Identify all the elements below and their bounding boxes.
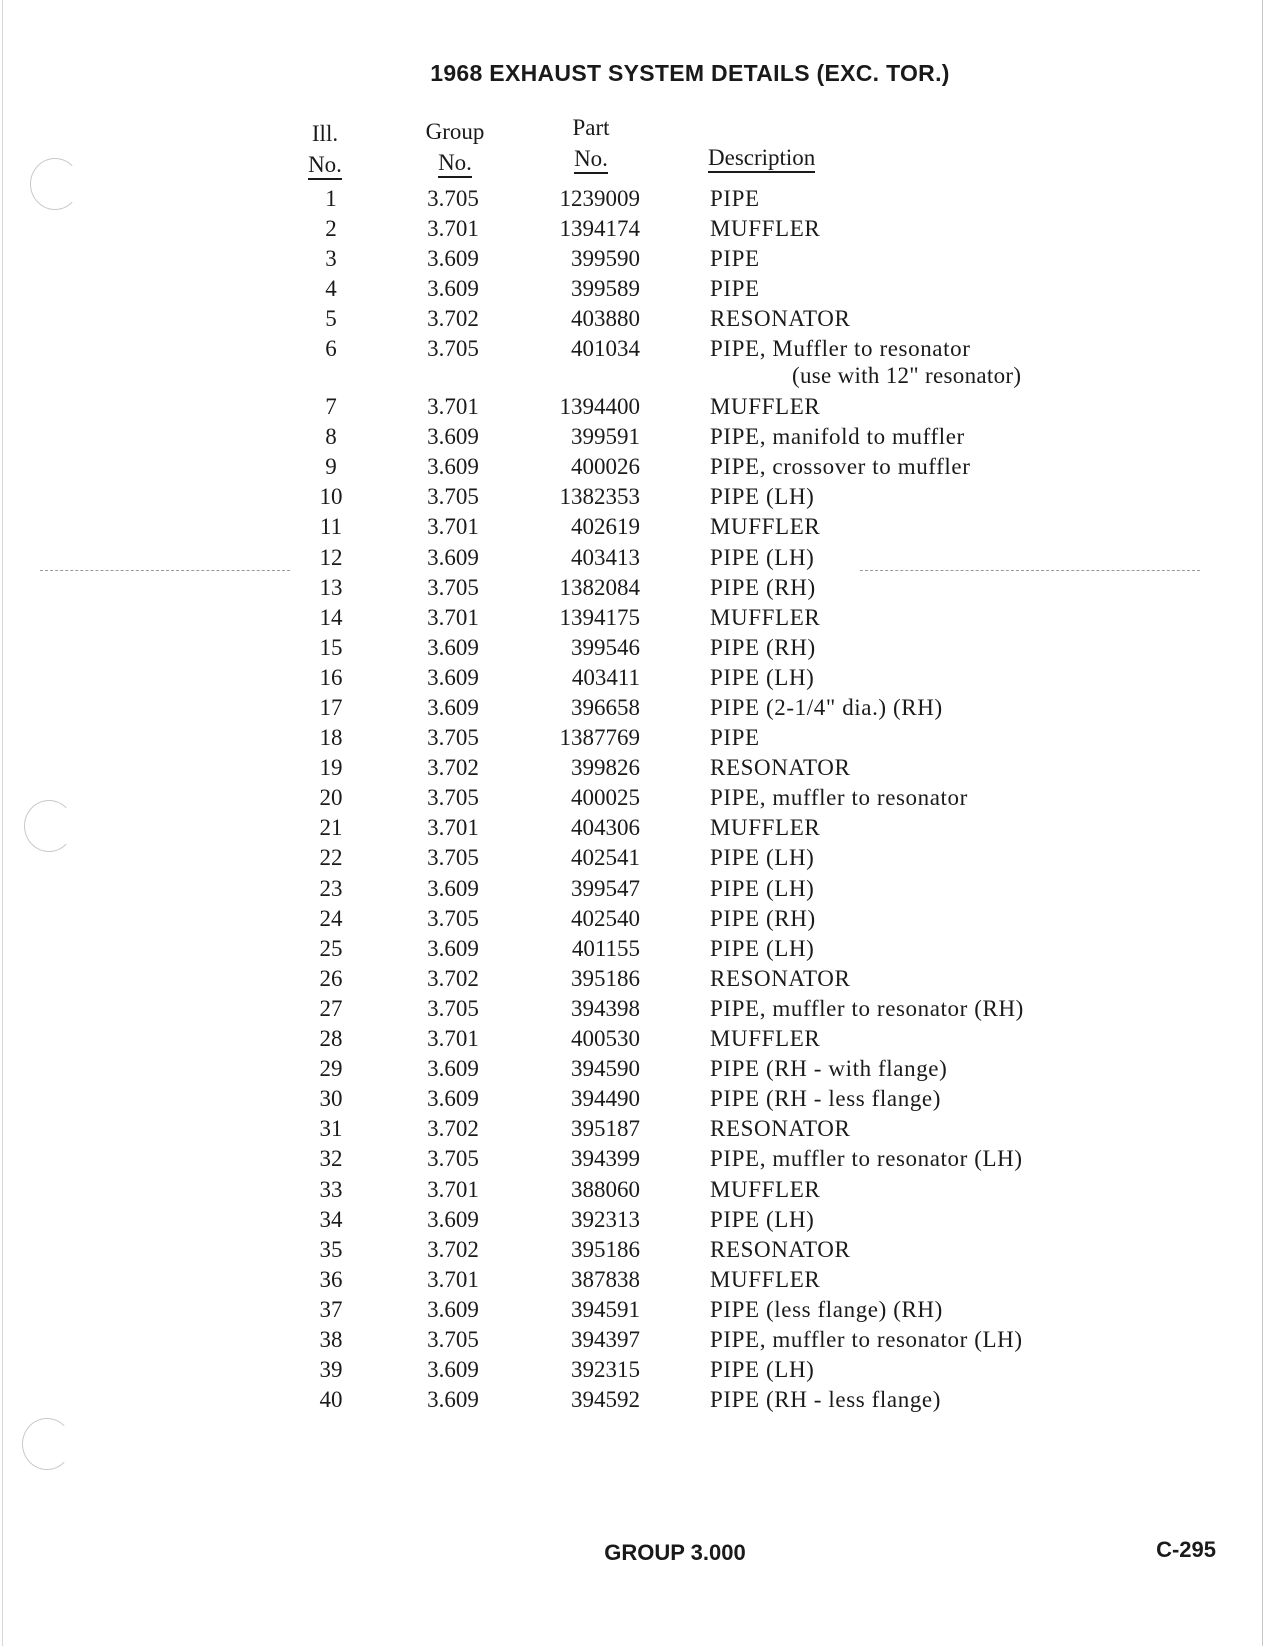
part-description: PIPE (LH) [710,845,815,871]
part-number: 1394175 [559,604,640,630]
part-number: 399589 [571,276,640,302]
table-row [0,186,1271,216]
group-number: 3.702 [427,1236,479,1262]
ill-number: 32 [319,1146,343,1172]
ill-number: 5 [325,306,337,332]
group-number: 3.702 [427,306,479,332]
ill-number: 16 [319,664,343,690]
punch-hole-icon [22,1418,72,1470]
ill-number: 9 [325,454,337,480]
part-description: PIPE (LH) [710,664,815,690]
table-row [0,906,1271,936]
group-number: 3.609 [427,454,479,480]
table-row [0,394,1271,424]
ill-number: 27 [319,995,343,1021]
part-description: MUFFLER [710,394,821,420]
part-number: 403880 [571,306,640,332]
part-description: MUFFLER [710,1176,821,1202]
table-row [0,635,1271,665]
part-number: 395187 [571,1116,640,1142]
part-description: PIPE (LH) [710,484,815,510]
group-number: 3.609 [427,246,479,272]
group-number: 3.705 [427,845,479,871]
table-row [0,424,1271,454]
ill-number: 34 [319,1206,343,1232]
table-row [0,306,1271,336]
part-description: RESONATOR [710,1116,851,1142]
group-number: 3.609 [427,1357,479,1383]
ill-number: 22 [319,845,343,871]
part-number: 399546 [571,634,640,660]
group-number: 3.609 [427,875,479,901]
table-row [0,1086,1271,1116]
part-number: 396658 [571,695,640,720]
group-number: 3.609 [427,935,479,961]
part-description: PIPE (RH) [710,905,816,931]
table-row [0,484,1271,514]
part-description: PIPE (LH) [710,544,815,570]
column-header-description: Description [708,142,815,173]
group-number: 3.701 [427,216,479,242]
column-header-part-no: Part No. [546,112,636,174]
part-number: 388060 [571,1176,640,1202]
ill-number: 3 [325,246,337,272]
ill-number: 19 [319,755,343,781]
part-number: 1394400 [559,394,640,420]
part-description: MUFFLER [710,216,821,242]
part-description: PIPE, Muffler to resonator [710,336,971,362]
part-number: 400530 [571,1026,640,1052]
part-description: PIPE, muffler to resonator [710,785,968,811]
part-number: 399591 [571,424,640,450]
ill-number: 40 [319,1387,343,1413]
part-description-continued: (use with 12" resonator) [792,363,1022,389]
ill-number: 7 [325,394,337,420]
table-row [0,725,1271,755]
ill-number: 11 [319,514,343,540]
part-description: PIPE (LH) [710,1357,815,1383]
table-row [0,845,1271,875]
table-row [0,936,1271,966]
table-row [0,695,1271,725]
part-number: 394592 [571,1387,640,1413]
part-number: 402541 [571,845,640,871]
table-row [0,575,1271,605]
table-row [0,1387,1271,1417]
group-number: 3.609 [427,1086,479,1112]
part-description: PIPE (RH - less flange) [710,1086,941,1112]
table-row [0,514,1271,544]
ill-number: 10 [319,484,343,510]
part-description: PIPE, muffler to resonator (LH) [710,1326,1023,1352]
column-header-ill-no: Ill. No. [292,118,358,180]
table-row [0,1146,1271,1176]
part-number: 399547 [571,875,640,901]
table-row [0,454,1271,484]
part-number: 395186 [571,1236,640,1262]
ill-number: 18 [319,725,343,751]
part-number: 399826 [571,755,640,781]
part-description: PIPE [710,725,760,751]
table-row [0,1327,1271,1357]
column-header-group-no: Group No. [400,116,510,178]
group-number: 3.609 [427,544,479,570]
part-number: 1239009 [559,186,640,211]
ill-number: 38 [319,1326,343,1352]
group-number: 3.705 [427,785,479,811]
ill-number: 29 [319,1056,343,1082]
group-number: 3.609 [427,695,479,720]
part-description: RESONATOR [710,965,851,991]
part-description: PIPE (2-1/4" dia.) (RH) [710,695,943,720]
group-number: 3.609 [427,1296,479,1322]
group-number: 3.609 [427,1206,479,1232]
part-description: PIPE (LH) [710,875,815,901]
table-row [0,1207,1271,1237]
part-number: 399590 [571,246,640,272]
group-number: 3.702 [427,965,479,991]
group-number: 3.609 [427,276,479,302]
part-number: 1382353 [559,484,640,510]
table-row [0,1026,1271,1056]
stray-dashed-mark [40,570,290,572]
ill-number: 36 [319,1266,343,1292]
ill-number: 30 [319,1086,343,1112]
part-description: MUFFLER [710,1266,821,1292]
part-description: PIPE [710,276,760,302]
ill-number: 31 [319,1116,343,1142]
ill-number: 21 [319,815,343,841]
part-number: 394591 [571,1296,640,1322]
table-row [0,246,1271,276]
part-number: 400025 [571,785,640,811]
part-description: PIPE (RH - less flange) [710,1387,941,1413]
ill-number: 4 [325,276,337,302]
group-number: 3.705 [427,484,479,510]
part-description: PIPE (RH) [710,634,816,660]
group-number: 3.609 [427,424,479,450]
part-number: 395186 [571,965,640,991]
page-title: 1968 EXHAUST SYSTEM DETAILS (EXC. TOR.) [430,60,950,86]
part-number: 392315 [571,1357,640,1383]
group-number: 3.705 [427,905,479,931]
group-number: 3.705 [427,995,479,1021]
footer-group-label: GROUP 3.000 [604,1540,746,1565]
ill-number: 12 [319,544,343,570]
part-number: 394398 [571,995,640,1021]
part-number: 1394174 [559,216,640,242]
table-row [0,276,1271,306]
table-row [0,216,1271,246]
group-number: 3.701 [427,394,479,420]
table-row [0,665,1271,695]
part-description: PIPE [710,186,760,211]
group-number: 3.705 [427,1326,479,1352]
part-number: 394397 [571,1326,640,1352]
part-number: 394490 [571,1086,640,1112]
part-description: PIPE, muffler to resonator (RH) [710,995,1024,1021]
part-description: PIPE (RH) [710,574,816,600]
ill-number: 1 [325,186,337,211]
group-number: 3.609 [427,634,479,660]
part-number: 403413 [571,544,640,570]
group-number: 3.702 [427,755,479,781]
ill-number: 35 [319,1236,343,1262]
ill-number: 8 [325,424,337,450]
table-row [0,1056,1271,1086]
part-number: 394590 [571,1056,640,1082]
group-number: 3.705 [427,1146,479,1172]
table-row [0,1297,1271,1327]
table-row [0,966,1271,996]
ill-number: 2 [325,216,337,242]
group-number: 3.705 [427,574,479,600]
ill-number: 28 [319,1026,343,1052]
ill-number: 37 [319,1296,343,1322]
part-description: MUFFLER [710,604,821,630]
part-description: MUFFLER [710,514,821,540]
ill-number: 33 [319,1176,343,1202]
part-description: PIPE, crossover to muffler [710,454,971,480]
part-number: 1387769 [559,725,640,751]
ill-number: 20 [319,785,343,811]
ill-number: 26 [319,965,343,991]
table-row [0,755,1271,785]
table-row [0,605,1271,635]
group-number: 3.609 [427,664,479,690]
table-row [0,815,1271,845]
part-number: 402619 [571,514,640,540]
ill-number: 17 [319,695,343,720]
group-number: 3.701 [427,1026,479,1052]
part-number: 387838 [571,1266,640,1292]
part-number: 1382084 [559,574,640,600]
ill-number: 39 [319,1357,343,1383]
table-row [0,1267,1271,1297]
group-number: 3.701 [427,514,479,540]
part-description: RESONATOR [710,1236,851,1262]
group-number: 3.701 [427,604,479,630]
part-description: PIPE [710,246,760,272]
part-number: 401155 [571,935,640,961]
table-row [0,1177,1271,1207]
group-number: 3.701 [427,1266,479,1292]
group-number: 3.701 [427,815,479,841]
table-row [0,1357,1271,1387]
ill-number: 24 [319,905,343,931]
group-number: 3.609 [427,1056,479,1082]
part-number: 394399 [571,1146,640,1172]
part-description: PIPE (LH) [710,1206,815,1232]
group-number: 3.705 [427,186,479,211]
ill-number: 25 [319,935,343,961]
table-row [0,1116,1271,1146]
table-row [0,1237,1271,1267]
part-description: RESONATOR [710,306,851,332]
ill-number: 15 [319,634,343,660]
footer-page-number: C-295 [1156,1537,1216,1562]
part-description: PIPE (less flange) (RH) [710,1296,943,1322]
ill-number: 23 [319,875,343,901]
part-description: PIPE (LH) [710,935,815,961]
part-number: 402540 [571,905,640,931]
ill-number: 13 [319,574,343,600]
table-row [0,785,1271,815]
parts-table [0,186,1271,1417]
group-number: 3.705 [427,336,479,362]
ill-number: 6 [325,336,337,362]
part-description: RESONATOR [710,755,851,781]
part-number: 400026 [571,454,640,480]
part-description: MUFFLER [710,815,821,841]
table-row [0,996,1271,1026]
group-number: 3.702 [427,1116,479,1142]
stray-dashed-mark [860,570,1200,572]
group-number: 3.609 [427,1387,479,1413]
part-number: 392313 [571,1206,640,1232]
part-description: PIPE, manifold to muffler [710,424,965,450]
part-number: 404306 [571,815,640,841]
table-row [0,336,1271,394]
table-row [0,876,1271,906]
part-number: 403411 [571,664,640,690]
part-number: 401034 [571,336,640,362]
ill-number: 14 [319,604,343,630]
group-number: 3.705 [427,725,479,751]
group-number: 3.701 [427,1176,479,1202]
part-description: MUFFLER [710,1026,821,1052]
part-description: PIPE, muffler to resonator (LH) [710,1146,1023,1172]
part-description: PIPE (RH - with flange) [710,1056,948,1082]
